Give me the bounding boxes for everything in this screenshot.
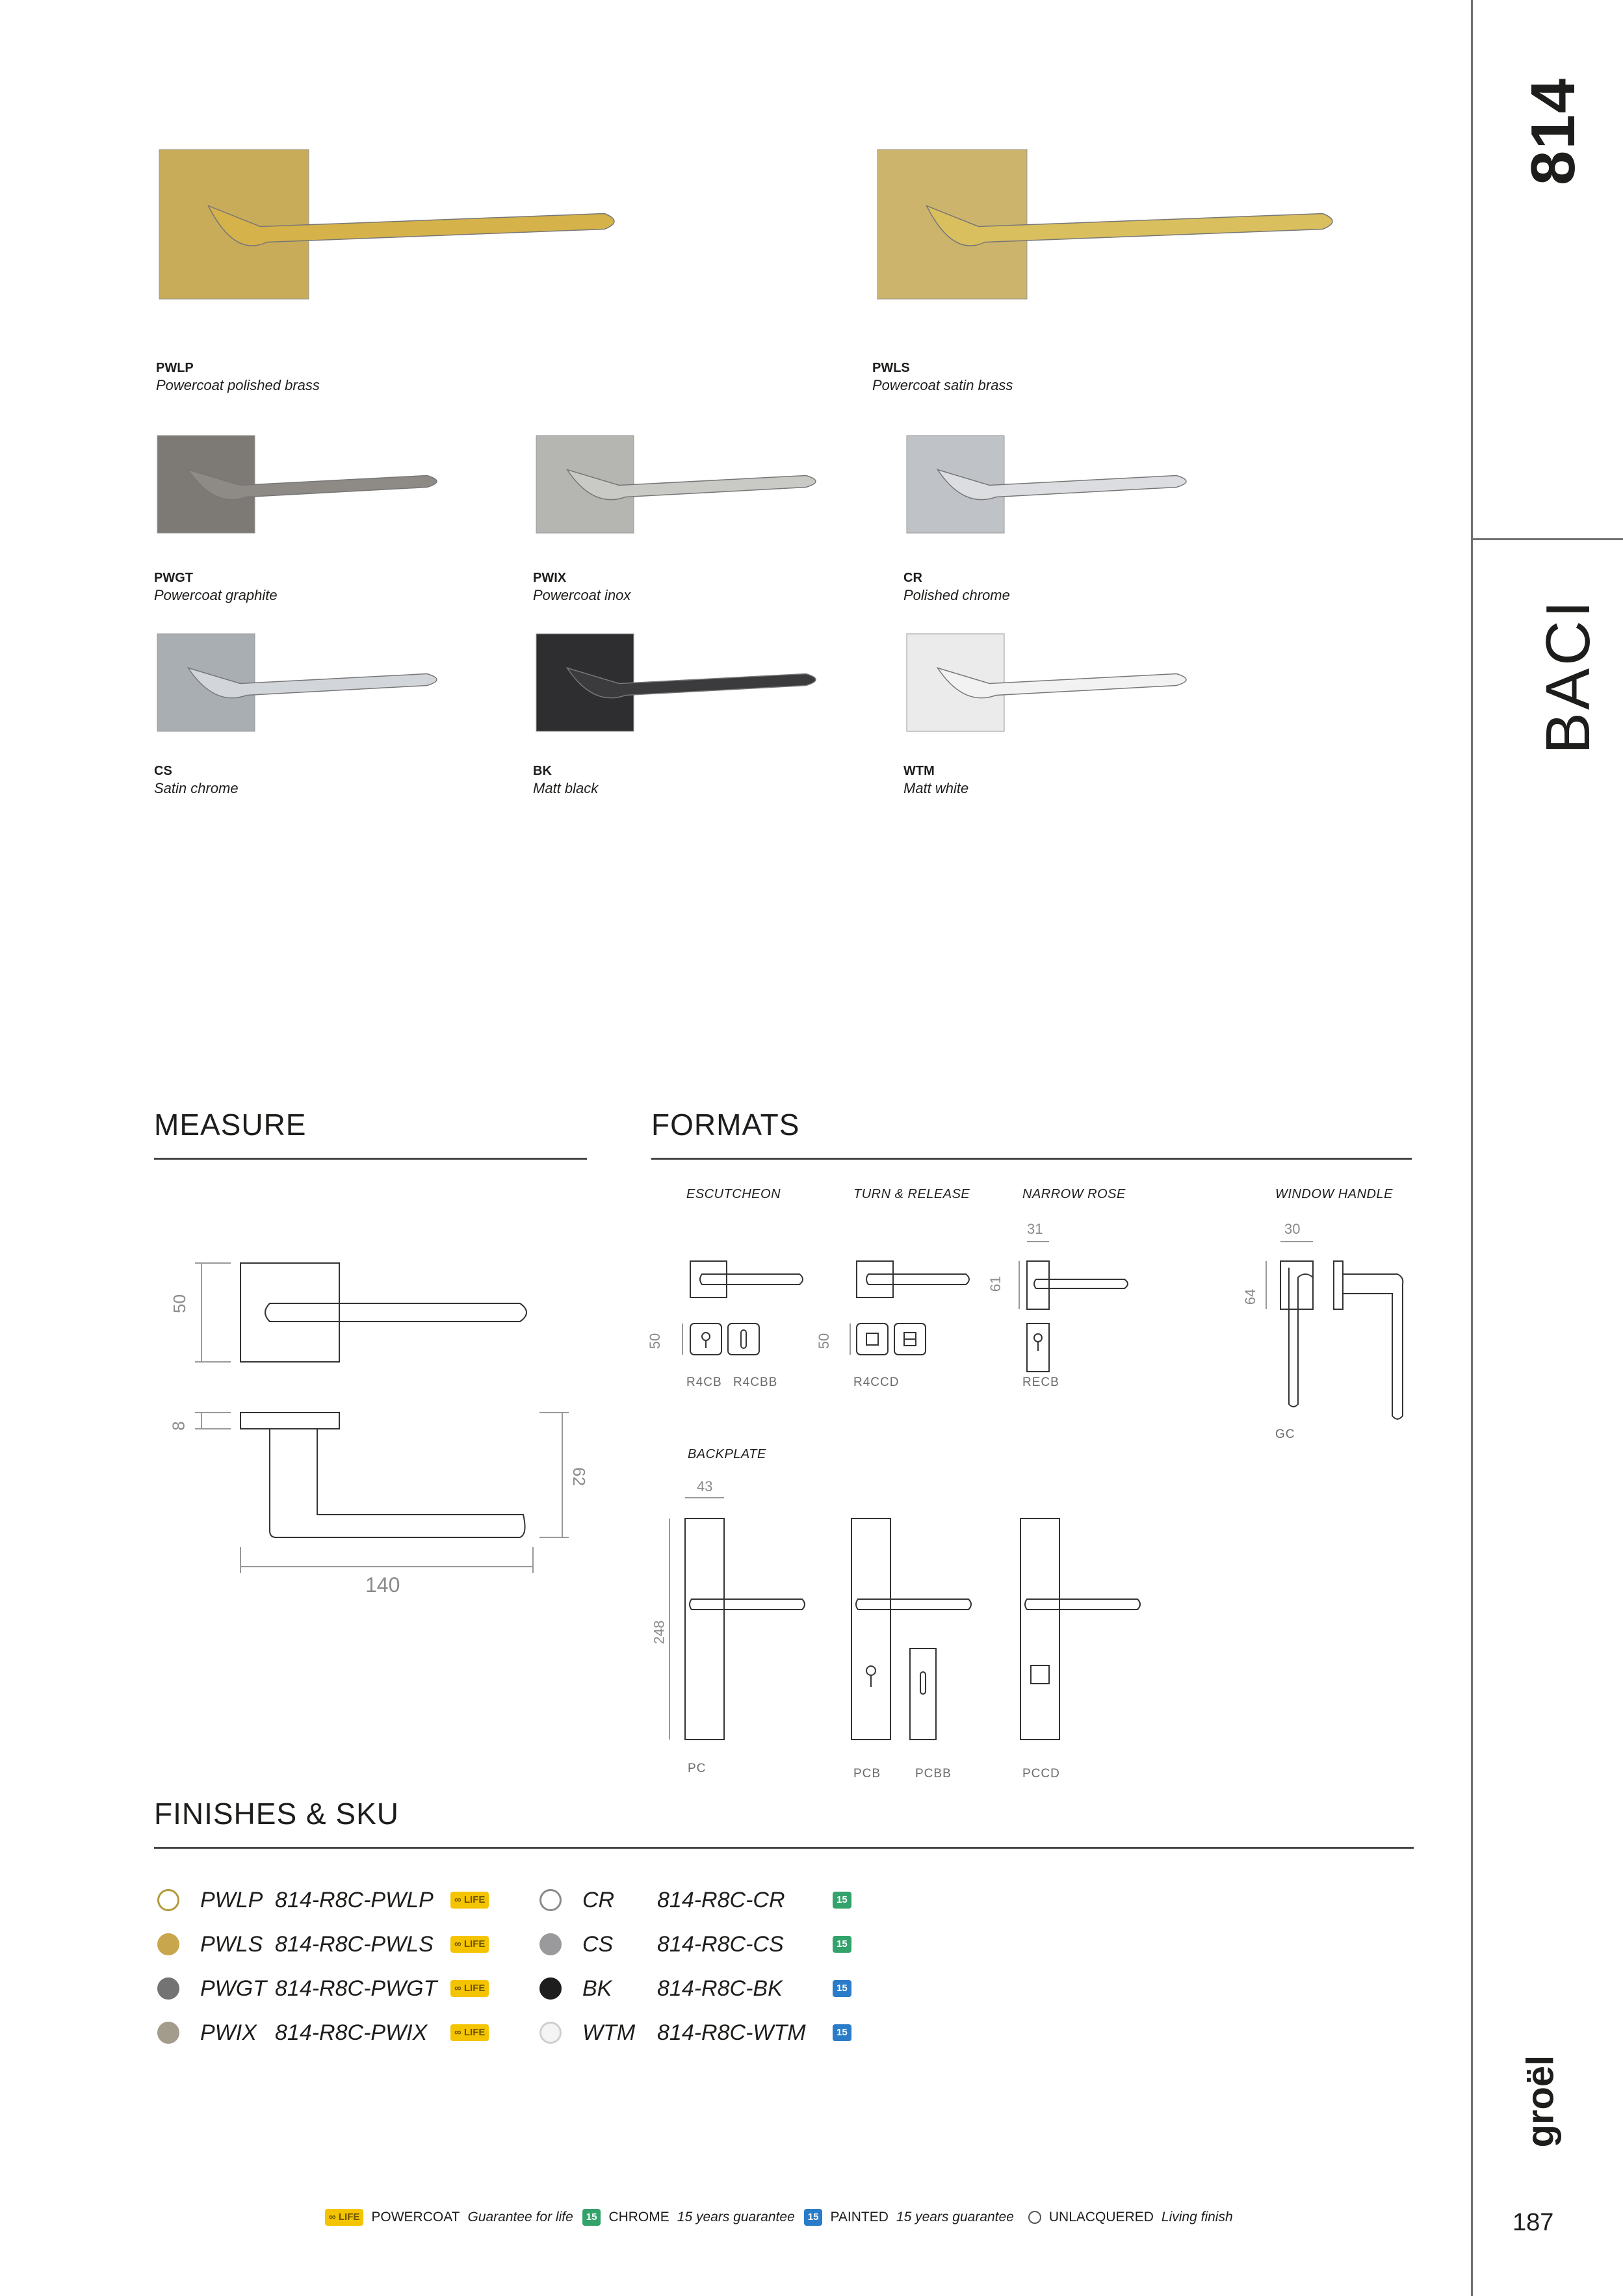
finish-code: CR [903, 571, 922, 585]
finish-name: Matt white [903, 780, 969, 796]
legend-painted-desc: 15 years guarantee [896, 2210, 1014, 2224]
sku-row-pwls [157, 1928, 489, 1961]
finish-name: Polished chrome [903, 587, 1010, 603]
guarantee-badge: ∞ LIFE [450, 1980, 489, 1997]
finish-code: PWGT [200, 1976, 266, 2001]
finish-name: Satin chrome [154, 780, 239, 796]
code-r4cb: R4CB [686, 1376, 722, 1389]
guarantee-badge: ∞ LIFE [450, 1892, 489, 1909]
finish-name: Powercoat graphite [154, 587, 278, 603]
side-divider [1471, 0, 1473, 2296]
handle-image-pwlp [156, 146, 637, 319]
finish-name: Powercoat satin brass [872, 377, 1013, 393]
formats-title: FORMATS [651, 1108, 800, 1141]
guarantee-badge: 15 [833, 1892, 851, 1909]
legend-powercoat-desc: Guarantee for life [467, 2210, 573, 2224]
dim-esc-50: 50 [647, 1333, 664, 1350]
finish-name: Powercoat inox [533, 587, 631, 603]
finish-swatch [157, 1889, 179, 1911]
finish-name: Powercoat polished brass [156, 377, 320, 393]
guarantee-legend [325, 2209, 1233, 2226]
sku-row-wtm [539, 2016, 851, 2049]
measure-title: MEASURE [154, 1108, 307, 1141]
finish-code: WTM [903, 764, 935, 778]
format-escutcheon-label: ESCUTCHEON [686, 1187, 781, 1201]
code-pc: PC [688, 1762, 707, 1775]
finish-swatch [539, 1889, 562, 1911]
finish-code: PWLP [200, 1887, 263, 1912]
code-pccd: PCCD [1022, 1767, 1060, 1781]
dim-wh-30: 30 [1284, 1221, 1301, 1237]
dim-nr-61: 61 [987, 1275, 1004, 1292]
guarantee-badge: 15 [833, 2024, 851, 2041]
finish-code: BK [582, 1976, 612, 2001]
sku-row-bk [539, 1972, 851, 2005]
handle-image-cr [903, 423, 1209, 559]
product-label-pwgt [154, 571, 278, 604]
formats-drawing [643, 1209, 1423, 1794]
format-turn-release-label: TURN & RELEASE [853, 1187, 970, 1201]
product-label-pwlp [156, 361, 320, 394]
product-label-pwls [872, 361, 1013, 394]
measure-rule [154, 1158, 587, 1160]
finish-swatch [157, 1977, 179, 2000]
code-r4cbb: R4CBB [733, 1376, 778, 1389]
format-narrow-rose-label: NARROW ROSE [1022, 1187, 1126, 1201]
formats-rule [651, 1158, 1412, 1160]
sku-code: 814-R8C-PWLS [275, 1931, 434, 1957]
lever-top-view [265, 1303, 526, 1322]
rose-side-view [240, 1413, 339, 1429]
series-name: BACI [1533, 597, 1603, 754]
finish-swatch [157, 1933, 179, 1955]
brand-logo: groël [1519, 2055, 1562, 2148]
handle-image-pwls [874, 146, 1355, 319]
guarantee-badge: ∞ LIFE [450, 2024, 489, 2041]
format-backplate-label: BACKPLATE [688, 1447, 766, 1461]
legend-unlacquered-desc: Living finish [1161, 2210, 1233, 2224]
product-label-bk [533, 764, 598, 797]
product-label-cr [903, 571, 1010, 604]
legend-chrome-badge: 15 [582, 2209, 601, 2226]
finish-swatch [539, 1977, 562, 2000]
dim-bp-248: 248 [651, 1620, 668, 1645]
dim-62: 62 [569, 1467, 589, 1486]
finish-code: PWIX [200, 2020, 257, 2045]
legend-powercoat-badge: ∞ LIFE [325, 2209, 363, 2226]
dim-tr-50: 50 [816, 1333, 833, 1350]
finish-code: PWIX [533, 571, 567, 585]
code-recb: RECB [1022, 1376, 1059, 1389]
lever-side-view [270, 1429, 525, 1537]
sku-row-pwlp [157, 1884, 489, 1916]
sku-row-pwix [157, 2016, 489, 2049]
legend-painted: PAINTED [830, 2210, 889, 2224]
product-label-cs [154, 764, 239, 797]
handle-image-pwgt [154, 423, 460, 559]
legend-chrome-desc: 15 years guarantee [677, 2210, 795, 2224]
code-pcb: PCB [853, 1767, 881, 1781]
sku-code: 814-R8C-PWLP [275, 1887, 434, 1912]
sku-code: 814-R8C-WTM [657, 2020, 806, 2045]
legend-powercoat: POWERCOAT [371, 2210, 460, 2224]
finish-swatch [157, 2022, 179, 2044]
finish-swatch [539, 2022, 562, 2044]
handle-image-wtm [903, 621, 1209, 757]
finishes-rule [154, 1847, 1414, 1849]
format-window-handle-label: WINDOW HANDLE [1275, 1187, 1393, 1201]
handle-image-pwix [533, 423, 838, 559]
side-rule [1473, 538, 1623, 540]
handle-image-bk [533, 621, 838, 757]
finish-swatch [539, 1933, 562, 1955]
dim-50: 50 [169, 1294, 189, 1313]
finish-code: PWLP [156, 361, 194, 375]
measure-drawing [149, 1235, 604, 1599]
unlacquered-icon [1028, 2211, 1041, 2224]
legend-chrome: CHROME [608, 2210, 669, 2224]
finish-code: WTM [582, 2020, 636, 2045]
legend-painted-badge: 15 [804, 2209, 823, 2226]
dim-8: 8 [168, 1421, 188, 1431]
handle-image-cs [154, 621, 460, 757]
finish-code: CS [582, 1931, 614, 1957]
dim-wh-64: 64 [1242, 1288, 1259, 1305]
finish-code: BK [533, 764, 552, 778]
sku-code: 814-R8C-PWIX [275, 2020, 428, 2045]
product-label-wtm [903, 764, 968, 797]
page-number: 187 [1513, 2209, 1554, 2236]
model-number: 814 [1518, 77, 1588, 185]
dim-bp-43: 43 [697, 1478, 713, 1494]
sku-row-cs [539, 1928, 851, 1961]
guarantee-badge: 15 [833, 1980, 851, 1997]
finish-code: PWLS [872, 361, 910, 375]
code-r4ccd: R4CCD [853, 1376, 900, 1389]
code-gc: GC [1275, 1428, 1295, 1441]
sku-code: 814-R8C-BK [657, 1976, 783, 2001]
code-pcbb: PCBB [915, 1767, 952, 1781]
sku-code: 814-R8C-PWGT [275, 1976, 437, 2001]
rose-top-view [240, 1263, 339, 1362]
legend-unlacquered: UNLACQUERED [1048, 2210, 1154, 2224]
sku-row-pwgt [157, 1972, 489, 2005]
finish-code: CR [582, 1887, 615, 1912]
guarantee-badge: ∞ LIFE [450, 1936, 489, 1953]
finish-code: PWLS [200, 1931, 263, 1957]
dim-140: 140 [365, 1573, 400, 1597]
sku-code: 814-R8C-CR [657, 1887, 785, 1912]
sku-code: 814-R8C-CS [657, 1931, 784, 1957]
product-label-pwix [533, 571, 630, 604]
finish-name: Matt black [533, 780, 599, 796]
finish-code: PWGT [154, 571, 193, 585]
dim-nr-31: 31 [1027, 1221, 1043, 1237]
finish-code: CS [154, 764, 172, 778]
sku-row-cr [539, 1884, 851, 1916]
finishes-title: FINISHES & SKU [154, 1797, 399, 1831]
guarantee-badge: 15 [833, 1936, 851, 1953]
